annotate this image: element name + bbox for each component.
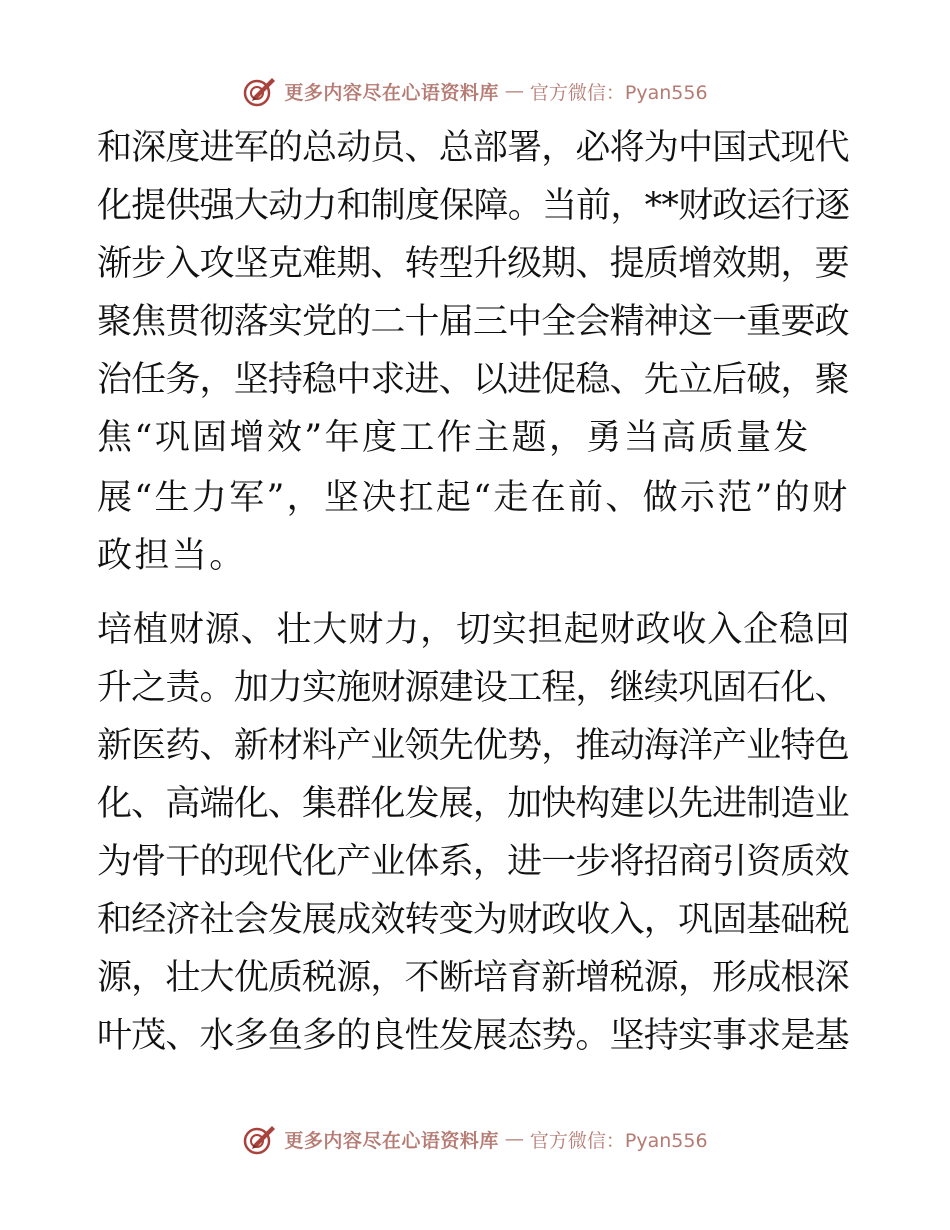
header-banner	[0, 71, 950, 111]
pen-logo-icon	[242, 1122, 278, 1156]
banner-dash: —	[504, 80, 524, 102]
text-line: 叶茂、水多鱼多的良性发展态势。坚持实事求是基	[97, 1016, 849, 1056]
text-line: 政担当。	[97, 536, 247, 576]
footer-banner	[0, 1119, 950, 1159]
text-line: 化提供强大动力和制度保障。当前，**财政运行逐	[97, 186, 850, 226]
text-line: 焦“巩固增效”年度工作主题，勇当高质量发	[97, 418, 811, 458]
text-line: 聚焦贯彻落实党的二十届三中全会精神这一重要政	[97, 302, 849, 342]
text-line: 升之责。加力实施财源建设工程，继续巩固石化、	[97, 668, 849, 708]
text-line: 治任务，坚持稳中求进、以进促稳、先立后破，聚	[97, 360, 849, 400]
text-line: 新医药、新材料产业领先优势，推动海洋产业特色	[97, 726, 849, 766]
text-line: 渐步入攻坚克难期、转型升级期、提质增效期，要	[97, 244, 849, 284]
pen-logo-icon	[242, 74, 278, 108]
text-line: 化、高端化、集群化发展，加快构建以先进制造业	[97, 784, 849, 824]
text-line: 和经济社会发展成效转变为财政收入，巩固基础税	[97, 900, 849, 940]
banner-wechat-text: 官方微信：Pyan556	[529, 1129, 708, 1152]
text-line: 为骨干的现代化产业体系，进一步将招商引资质效	[97, 842, 849, 882]
text-line: 和深度进军的总动员、总部署，必将为中国式现代	[97, 128, 849, 168]
banner-wechat-text: 官方微信：Pyan556	[529, 81, 708, 104]
text-line: 源，壮大优质税源，不断培育新增税源，形成根深	[97, 958, 849, 998]
banner-dash: —	[504, 1128, 524, 1150]
banner-brand-text: 更多内容尽在心语资料库	[284, 1129, 499, 1152]
banner-brand-text: 更多内容尽在心语资料库	[284, 81, 499, 104]
text-line: 培植财源、壮大财力，切实担起财政收入企稳回	[97, 610, 851, 650]
text-line: 展“生力军”，坚决扛起“走在前、做示范”的财	[97, 478, 850, 518]
